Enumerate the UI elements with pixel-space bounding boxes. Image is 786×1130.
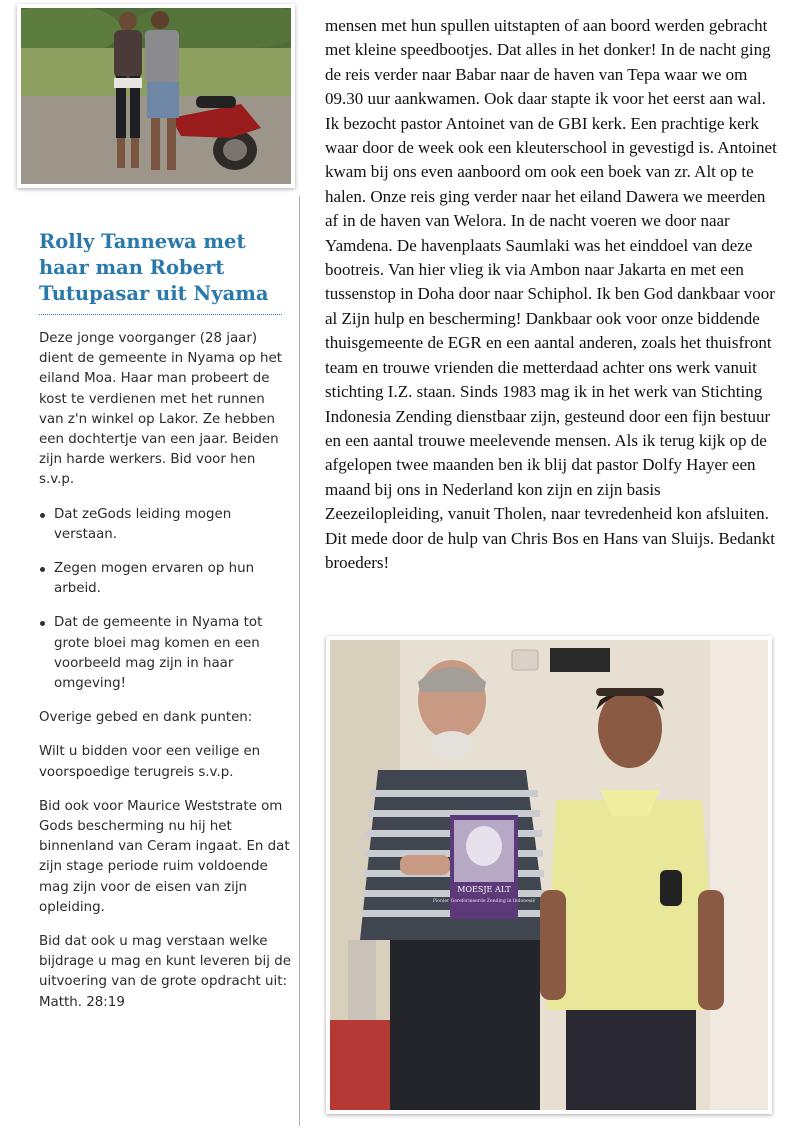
intro-paragraph: Deze jonge voorganger (28 jaar) dient de gemeente in Nyama op het eiland Moa. Haar man probeert de kost te verdienen met het runnen van z'n winkel op Lakor. Ze hebben een dochtertje van een jaar. Beiden zijn harde werkers. Bid voor hen s.v.p. xyxy=(39,331,282,488)
photo-caption-title: Rolly Tannewa met haar man Robert Tutupasar uit Nyama xyxy=(39,230,269,305)
list-item: Dat de gemeente in Nyama tot grote bloei mag komen en een voorbeeld mag zijn in haar omgeving! xyxy=(39,613,291,694)
couple-photo-scene xyxy=(21,8,291,184)
left-column xyxy=(0,0,300,1130)
list-item: Dat zeGods leiding mogen verstaan. xyxy=(39,505,291,545)
book-title: MOESJE ALT xyxy=(457,885,511,894)
book-handover-scene xyxy=(330,640,768,1110)
other-points-heading: Overige gebed en dank punten: xyxy=(39,710,253,726)
prayer-points xyxy=(39,329,291,1027)
caption-divider xyxy=(39,314,282,315)
paragraph: Bid dat ook u mag verstaan welke bijdrage u mag en kunt leveren bij de uitvoering van de grote opdracht uit: Matth. 28:19 xyxy=(39,934,291,1010)
book-handover-photo-image xyxy=(330,640,768,1110)
prayer-bullet-list xyxy=(39,505,291,695)
couple-photo xyxy=(17,4,295,188)
main-article-text: mensen met hun spullen uitstapten of aan boord werden gebracht met kleine speedbootjes. Dat alles in het donker! In de nacht ging de reis verder naar Babar naar de haven van Tepa waar we om 09.30 uur aankwamen. Ook daar stapte ik voor het eerst aan wal. Ik bezocht pastor Antoinet van de GBI kerk. Een prachtige kerk waar door de week ook een kleuterschool in gevestigd is. Antoinet kwam bij ons even aanboord om ook een boek van zr. Alt op te halen. Onze reis ging verder naar het eiland Dawera we meerden af in de haven van Welora. In de nacht voeren we door naar Yamdena. De havenplaats Saumlaki was het einddoel van deze bootreis. Van hier vlieg ik via Ambon naar Jakarta en met een tussenstop in Doha door naar Schiphol. Ik ben God dankbaar voor al Zijn hulp en bescherming! Dankbaar ook voor onze biddende thuisgemeente de EGR en een aantal anderen, zoals het thuisfront team en trouwe vrienden die metterdaad achter ons werk vanuit stichting I.Z. staan. Sinds 1983 mag ik in het werk van Stichting Indonesia Zending dienstbaar zijn, gesteund door een fijn bestuur en een aantal trouwe meelevende mensen. Als ik terug kijk op de afgelopen twee maanden ben ik blij dat pastor Dolfy Hayer een maand bij ons in Nederland kon zijn en zijn basis Zeezeilopleiding, vanuit Tholen, naar tevredenheid kon afsluiten. Dit mede door de hulp van Chris Bos en Hans van Sluijs. Bedankt broeders! xyxy=(325,16,777,572)
paragraph: Bid ook voor Maurice Weststrate om Gods bescherming nu hij het binnenland van Ceram ingaat. En dat zijn stage periode ruim voldoende mag zijn voor de eisen van zijn opleiding. xyxy=(39,798,290,915)
book-handover-photo xyxy=(326,636,772,1114)
book-subtitle: Pionier Gereformeerde Zending in Indonesië xyxy=(432,899,536,904)
list-item: Zegen mogen ervaren op hun arbeid. xyxy=(39,559,291,599)
column-divider xyxy=(299,196,300,1126)
couple-photo-image xyxy=(21,8,291,184)
paragraph: Wilt u bidden voor een veilige en voorspoedige terugreis s.v.p. xyxy=(39,744,261,780)
